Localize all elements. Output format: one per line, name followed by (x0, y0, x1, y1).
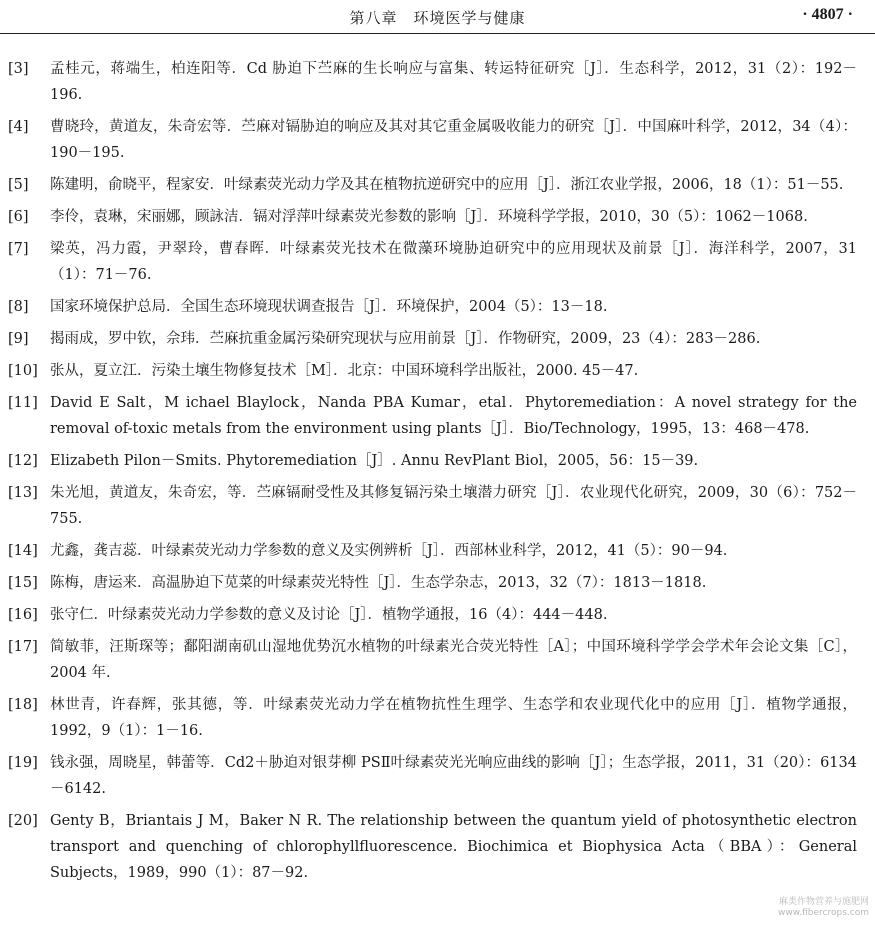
page-number: · 4807 · (802, 6, 853, 23)
chapter-title: 第八章 环境医学与健康 (349, 9, 526, 27)
reference-item (0, 602, 875, 628)
reference-number: [4] (8, 119, 29, 135)
reference-number: [9] (8, 331, 29, 347)
reference-number: [19] (8, 755, 38, 771)
reference-item (0, 692, 875, 744)
reference-item (0, 634, 875, 686)
reference-text: Elizabeth Pilon－Smits. Phytoremediation［J］. Annu RevPlant Biol，2005，56：15－39. (50, 453, 699, 469)
reference-number: [10] (8, 363, 38, 379)
reference-text: 李伶，袁琳，宋丽娜，顾詠洁．镉对浮萍叶绿素荧光参数的影响［J］．环境科学学报，2010，30（5）：1062－1068. (50, 209, 808, 225)
reference-text: 张从，夏立江．污染土壤生物修复技术［M］．北京：中国环境科学出版社，2000. 45－47. (50, 363, 639, 379)
reference-number: [14] (8, 543, 38, 559)
reference-item (0, 326, 875, 352)
reference-text: David E Salt，M ichael Blaylock，Nanda PBA Kumar，etal．Phytoremediation：A novel strategy for the removal of-toxic metals from the environment using plants［J］．Bio/Technology，1995，13：468－478. (50, 395, 857, 437)
reference-item (0, 172, 875, 198)
reference-text: 曹晓玲，黄道友，朱奇宏等．苎麻对镉胁迫的响应及其对其它重金属吸收能力的研究［J］．中国麻叶科学，2012，34（4）：190－195. (50, 119, 857, 161)
reference-text: 孟桂元，蒋端生，柏连阳等．Cd 胁迫下苎麻的生长响应与富集、转运特征研究［J］．生态科学，2012，31（2）：192－196. (50, 61, 857, 103)
reference-number: [7] (8, 241, 29, 257)
reference-text: 尤鑫，龚吉蕊．叶绿素荧光动力学参数的意义及实例辨析［J］．西部林业科学，2012，41（5）：90－94. (50, 543, 728, 559)
reference-text: 张守仁．叶绿素荧光动力学参数的意义及讨论［J］．植物学通报，16（4）：444－448. (50, 607, 608, 623)
reference-number: [6] (8, 209, 29, 225)
reference-list (0, 56, 875, 892)
reference-item (0, 808, 875, 886)
reference-item (0, 358, 875, 384)
reference-text: 陈梅，唐运来．高温胁迫下苋菜的叶绿素荧光特性［J］．生态学杂志，2013，32（7）：1813－1818. (50, 575, 707, 591)
reference-text: 钱永强，周晓星，韩蕾等．Cd2＋胁迫对银芽柳 PSⅡ叶绿素荧光光响应曲线的影响［J］；生态学报，2011，31（20）：6134－6142. (50, 755, 857, 797)
watermark-name: 麻类作物营养与施肥网 (778, 897, 869, 907)
reference-item (0, 448, 875, 474)
reference-item (0, 538, 875, 564)
reference-text: 梁英，冯力霞，尹翠玲，曹春晖．叶绿素荧光技术在微藻环境胁迫研究中的应用现状及前景［J］．海洋科学，2007，31（1）：71－76. (50, 241, 857, 283)
reference-item (0, 294, 875, 320)
watermark-url: www.fibercrops.com (778, 908, 869, 918)
reference-item (0, 114, 875, 166)
reference-number: [11] (8, 395, 38, 411)
reference-number: [17] (8, 639, 38, 655)
reference-number: [12] (8, 453, 38, 469)
reference-item (0, 750, 875, 802)
reference-item (0, 56, 875, 108)
reference-text: 国家环境保护总局．全国生态环境现状调查报告［J］．环境保护，2004（5）：13－18. (50, 299, 608, 315)
reference-text: 陈建明，俞晓平，程家安．叶绿素荧光动力学及其在植物抗逆研究中的应用［J］．浙江农业学报，2006，18（1）：51－55. (50, 177, 844, 193)
reference-text: Genty B，Briantais J M，Baker N R. The relationship between the quantum yield of photosynthetic electron transport and quenching of chlorophyllfluorescence. Biochimica et Biophysica Acta（BBA）：General Subjects，1989，990（1）：87－92. (50, 813, 857, 881)
reference-text: 简敏菲，汪斯琛等；鄱阳湖南矶山湿地优势沉水植物的叶绿素光合荧光特性［A］；中国环境科学学会学术年会论文集［C］，2004 年. (50, 639, 857, 681)
reference-item (0, 236, 875, 288)
reference-item (0, 204, 875, 230)
reference-number: [16] (8, 607, 38, 623)
reference-text: 林世青，许春辉，张其德，等．叶绿素荧光动力学在植物抗性生理学、生态学和农业现代化中的应用［J］．植物学通报，1992，9（1）：1－16. (50, 697, 857, 739)
page-header (0, 0, 875, 34)
site-watermark (778, 897, 869, 919)
reference-text: 揭雨成，罗中钦，佘玮．苎麻抗重金属污染研究现状与应用前景［J］．作物研究，2009，23（4）：283－286. (50, 331, 761, 347)
reference-number: [5] (8, 177, 29, 193)
reference-item (0, 390, 875, 442)
reference-number: [3] (8, 61, 29, 77)
reference-number: [18] (8, 697, 38, 713)
reference-text: 朱光旭，黄道友，朱奇宏，等．苎麻镉耐受性及其修复镉污染土壤潜力研究［J］．农业现代化研究，2009，30（6）：752－755. (50, 485, 857, 527)
reference-number: [15] (8, 575, 38, 591)
reference-number: [8] (8, 299, 29, 315)
reference-number: [20] (8, 813, 38, 829)
reference-item (0, 570, 875, 596)
reference-number: [13] (8, 485, 38, 501)
reference-item (0, 480, 875, 532)
